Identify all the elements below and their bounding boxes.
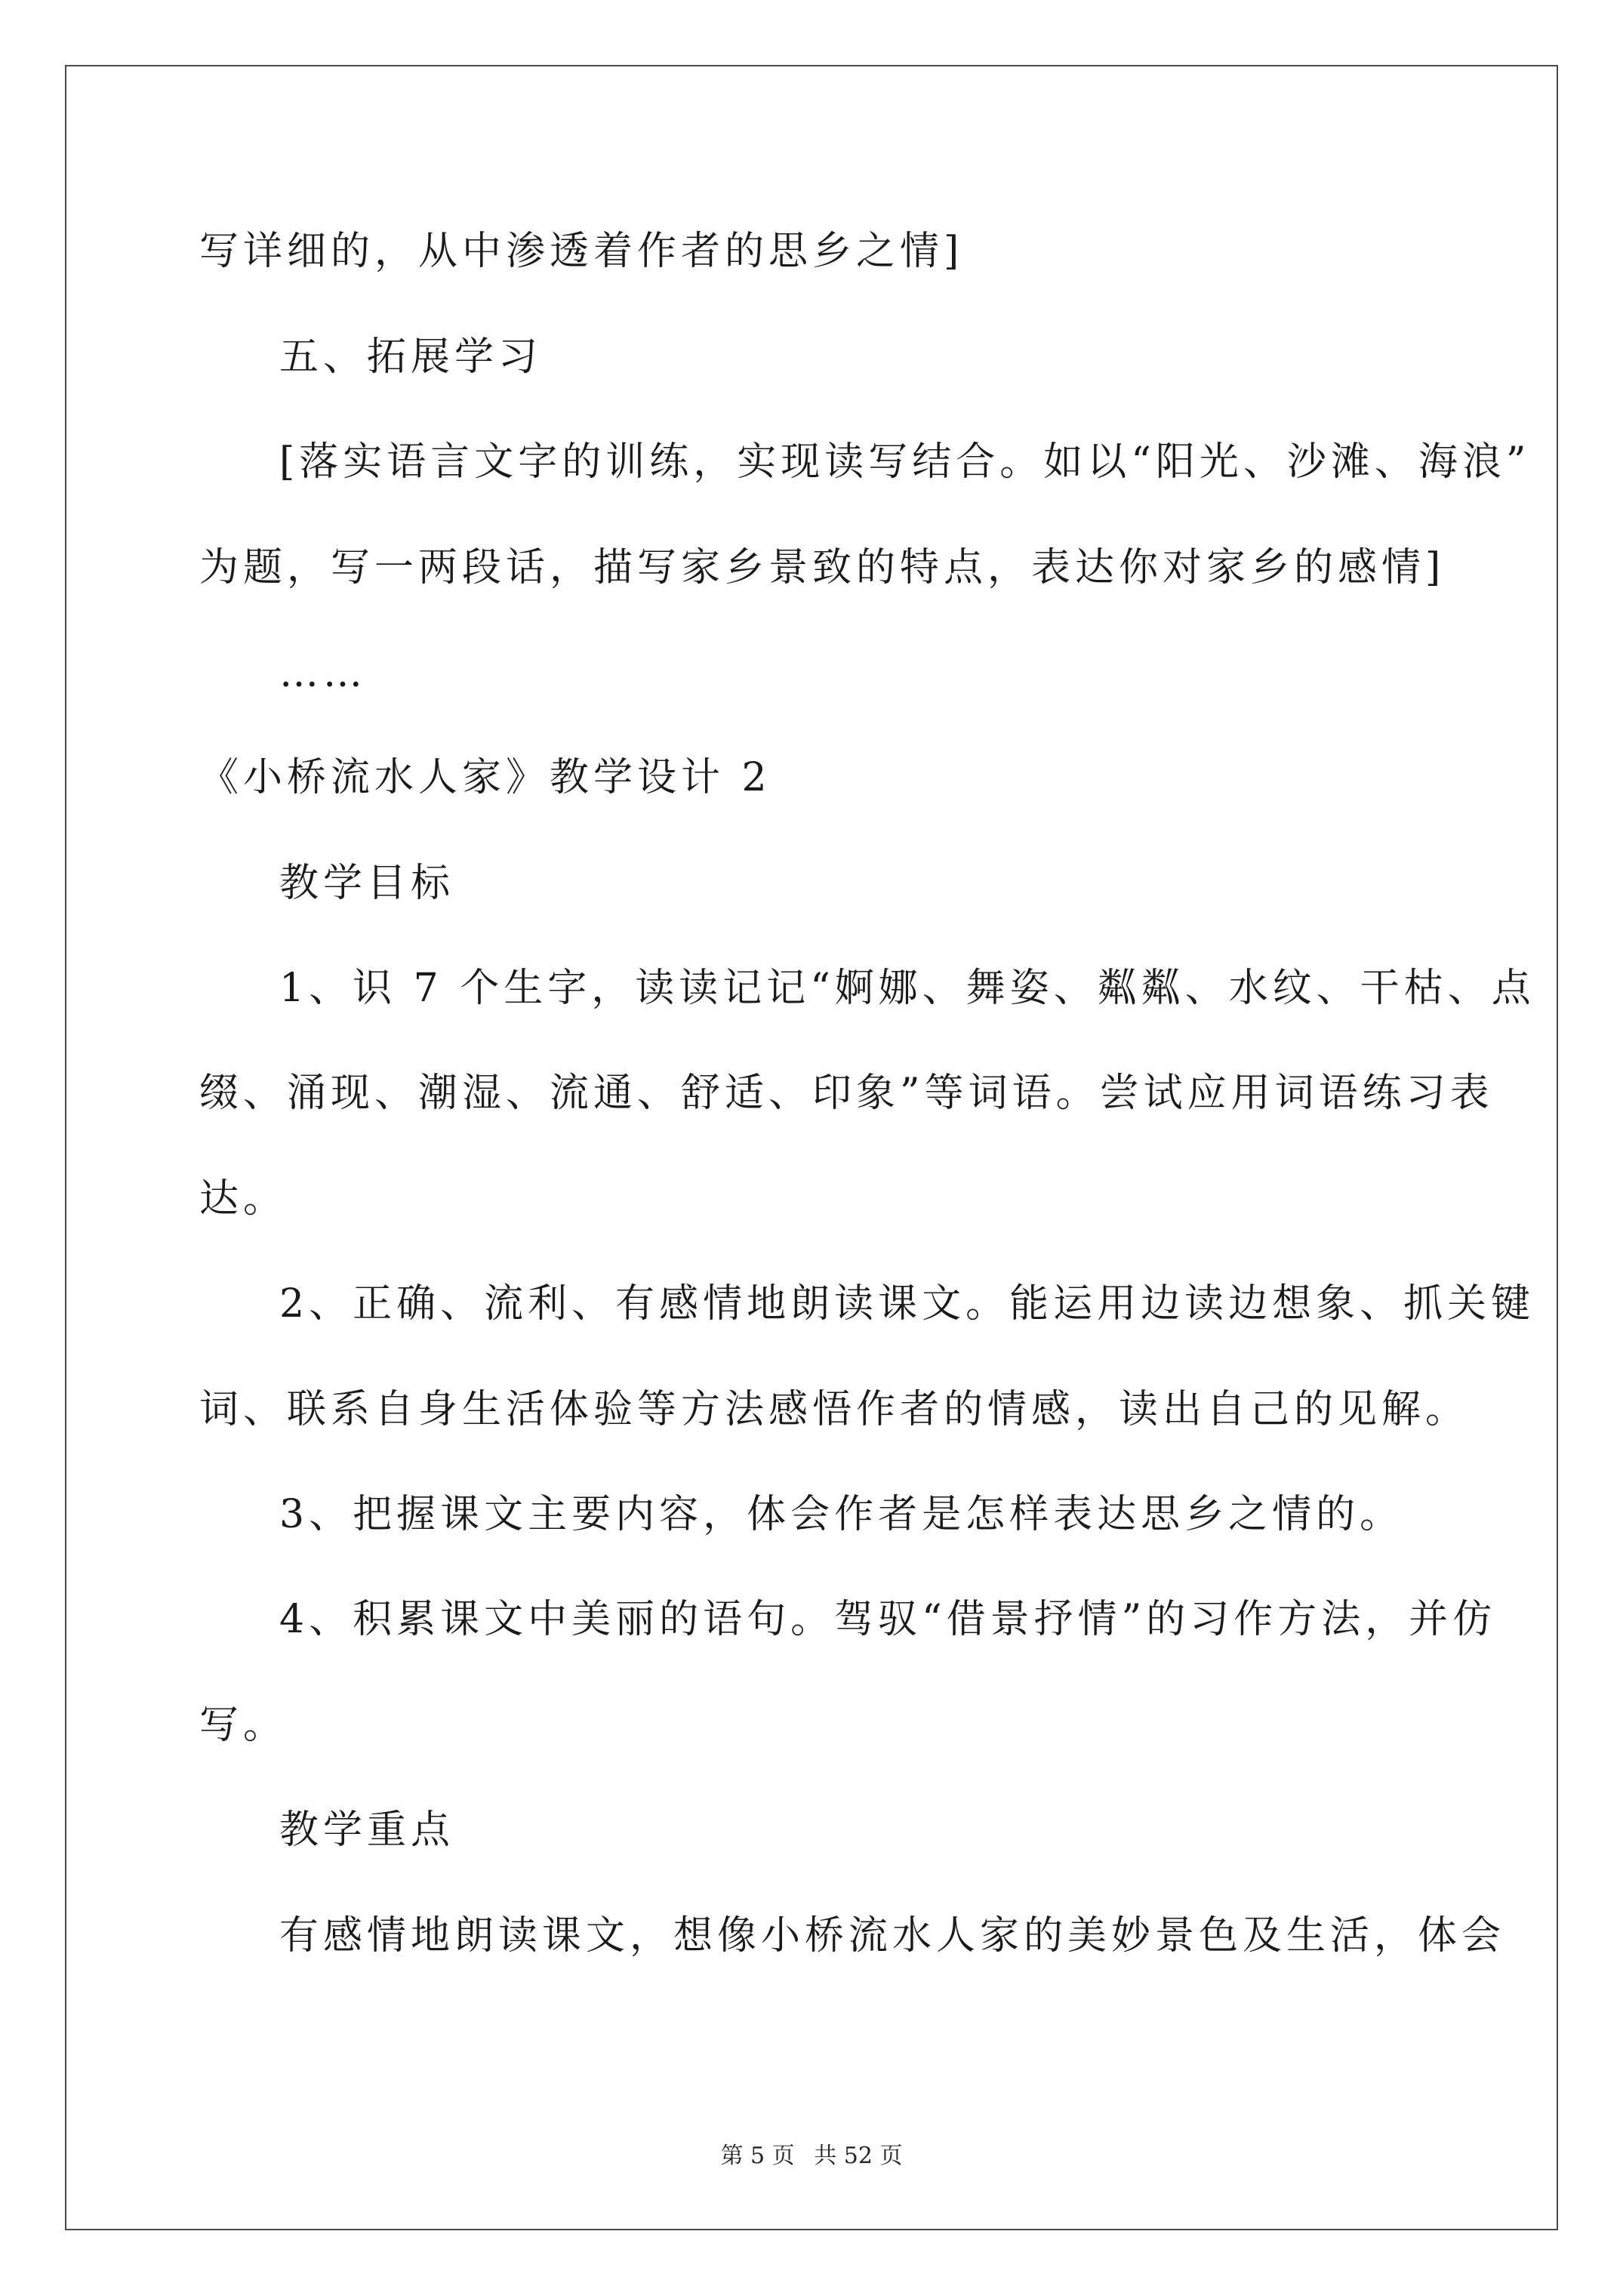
text-line-17: 有感情地朗读课文，想像小桥流水人家的美妙景色及生活，体会 [279, 1913, 1506, 1959]
text-line-7: 教学目标 [279, 861, 455, 906]
text-line-3: [落实语言文字的训练，实现读写结合。如以“阳光、沙滩、海浪” [279, 439, 1531, 485]
text-line-11: 2、正确、流利、有感情地朗读课文。能运用边读边想象、抓关键 [279, 1281, 1535, 1327]
text-line-14: 4、积累课文中美丽的语句。驾驭“借景抒情”的习作方法，并仿 [279, 1597, 1497, 1642]
text-line-16: 教学重点 [279, 1808, 455, 1853]
page-border [65, 65, 1558, 2230]
text-line-1: 写详细的，从中渗透着作者的思乡之情] [199, 229, 964, 274]
text-line-15: 写。 [199, 1703, 288, 1748]
text-line-8: 1、识 7 个生字，读读记记“婀娜、舞姿、粼粼、水纹、干枯、点 [279, 966, 1535, 1011]
text-line-5: …… [279, 651, 367, 696]
text-line-4: 为题，写一两段话，描写家乡景致的特点，表达你对家乡的感情] [199, 545, 1446, 590]
text-line-2: 五、拓展学习 [279, 334, 543, 380]
page-number: 第 5 页 [720, 2143, 795, 2169]
page-footer [0, 2143, 1623, 2170]
page-total: 共 52 页 [814, 2143, 903, 2169]
text-line-9: 缀、涌现、潮湿、流通、舒适、印象”等词语。尝试应用词语练习表 [199, 1071, 1494, 1116]
text-line-13: 3、把握课文主要内容，体会作者是怎样表达思乡之情的。 [279, 1492, 1404, 1537]
text-line-10: 达。 [199, 1176, 288, 1222]
text-line-12: 词、联系自身生活体验等方法感悟作者的情感，读出自己的见解。 [199, 1387, 1470, 1432]
section-title: 《小桥流水人家》教学设计 2 [199, 755, 771, 800]
